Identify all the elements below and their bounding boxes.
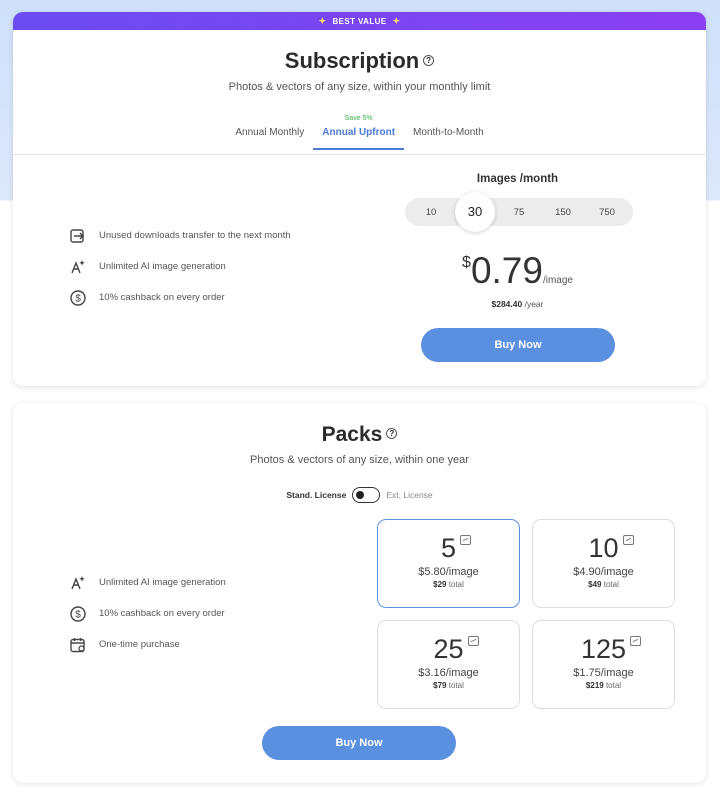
quantity-option-150[interactable]: 150 <box>555 206 571 218</box>
pack-total: $49 <box>588 580 602 589</box>
packs-title: Packs <box>321 423 383 446</box>
quantity-option-30[interactable]: 30 <box>455 192 495 232</box>
subscription-buy-now-button[interactable]: Buy Now <box>421 328 615 362</box>
feature-text: 10% cashback on every order <box>99 292 225 303</box>
pack-price-unit: /image <box>600 667 634 679</box>
packs-card <box>13 403 706 783</box>
pack-count: 5 <box>440 533 457 563</box>
packs-buy-now-button[interactable]: Buy Now <box>262 726 456 760</box>
pack-total: $219 <box>585 681 604 690</box>
feature-item <box>69 598 226 629</box>
subscription-features <box>69 220 291 313</box>
help-icon[interactable]: ? <box>423 55 434 66</box>
images-per-month-label: Images /month <box>476 173 559 185</box>
price-unit: /image <box>542 275 573 286</box>
subscription-title: Subscription <box>284 48 420 73</box>
tab-month-to-month[interactable] <box>404 119 493 150</box>
pack-option-5[interactable] <box>377 519 520 608</box>
svg-text:$: $ <box>75 609 81 620</box>
pack-total-unit: total <box>446 580 464 589</box>
tab-label: Month-to-Month <box>413 127 484 138</box>
pack-price-unit: /image <box>445 566 479 578</box>
tab-annual-monthly[interactable] <box>226 119 313 150</box>
standard-license-label: Stand. License <box>286 490 347 500</box>
image-icon <box>630 636 641 646</box>
calendar-icon <box>69 636 87 654</box>
feature-text: Unlimited AI image generation <box>99 261 226 272</box>
image-icon <box>468 636 479 646</box>
feature-text: 10% cashback on every order <box>99 608 225 619</box>
image-icon <box>460 535 471 545</box>
pack-price: $1.75 <box>573 667 601 679</box>
best-value-label: BEST VALUE <box>332 16 387 26</box>
subscription-subtitle: Photos & vectors of any size, within your monthly limit <box>228 81 491 93</box>
save-badge: Save 5% <box>344 115 373 122</box>
feature-item <box>69 629 226 660</box>
pack-option-25[interactable] <box>377 620 520 709</box>
image-icon <box>623 535 634 545</box>
tab-annual-upfront[interactable] <box>313 115 404 150</box>
pack-price: $5.80 <box>418 566 446 578</box>
tab-label: Annual Upfront <box>322 127 396 138</box>
pack-option-10[interactable] <box>532 519 675 608</box>
pack-total-unit: total <box>603 681 622 690</box>
ai-sparkle-icon <box>69 258 87 276</box>
quantity-option-10[interactable]: 10 <box>425 206 437 218</box>
extended-license-label: Ext. License <box>386 490 433 500</box>
pack-count: 10 <box>588 533 619 563</box>
pack-price: $3.16 <box>418 667 446 679</box>
yearly-total <box>405 299 630 309</box>
pack-total-unit: total <box>601 580 619 589</box>
feature-text: One-time purchase <box>99 639 180 650</box>
tab-label: Annual Monthly <box>235 127 305 138</box>
pack-option-125[interactable] <box>532 620 675 709</box>
pack-total: $79 <box>433 681 447 690</box>
quantity-option-750[interactable]: 750 <box>599 206 615 218</box>
yearly-unit: /year <box>522 299 544 309</box>
sparkle-icon: ✦ <box>318 15 327 26</box>
feature-item <box>69 251 291 282</box>
packs-features <box>69 567 226 660</box>
pack-total: $29 <box>433 580 447 589</box>
pack-total-unit: total <box>446 681 464 690</box>
tab-divider <box>13 154 706 155</box>
pack-price: $4.90 <box>573 566 601 578</box>
quantity-selector <box>405 198 633 226</box>
subscription-card <box>13 12 706 386</box>
currency-symbol: $ <box>462 254 471 271</box>
subscription-price <box>405 250 630 292</box>
feature-text: Unused downloads transfer to the next month <box>99 230 291 241</box>
feature-item <box>69 567 226 598</box>
help-icon[interactable]: ? <box>386 428 397 439</box>
best-value-banner <box>13 12 706 30</box>
feature-item <box>69 282 291 313</box>
svg-text:$: $ <box>75 293 81 304</box>
packs-title-row <box>13 423 706 447</box>
feature-item <box>69 220 291 251</box>
feature-text: Unlimited AI image generation <box>99 577 226 588</box>
pack-price-unit: /image <box>600 566 634 578</box>
packs-subtitle: Photos & vectors of any size, within one year <box>250 454 469 466</box>
pack-count: 25 <box>433 634 464 664</box>
dollar-coin-icon <box>69 605 87 623</box>
pack-price-unit: /image <box>445 667 479 679</box>
quantity-option-75[interactable]: 75 <box>513 206 525 218</box>
ai-sparkle-icon <box>69 574 87 592</box>
yearly-amount: $284.40 <box>491 299 523 309</box>
dollar-coin-icon <box>69 289 87 307</box>
billing-tabs <box>13 115 706 150</box>
subscription-title-row <box>13 48 706 74</box>
price-amount: 0.79 <box>470 250 543 291</box>
license-toggle[interactable] <box>352 487 380 503</box>
transfer-icon <box>69 227 87 245</box>
pack-count: 125 <box>580 634 627 664</box>
sparkle-icon: ✦ <box>392 15 401 26</box>
license-toggle-row <box>13 487 706 503</box>
